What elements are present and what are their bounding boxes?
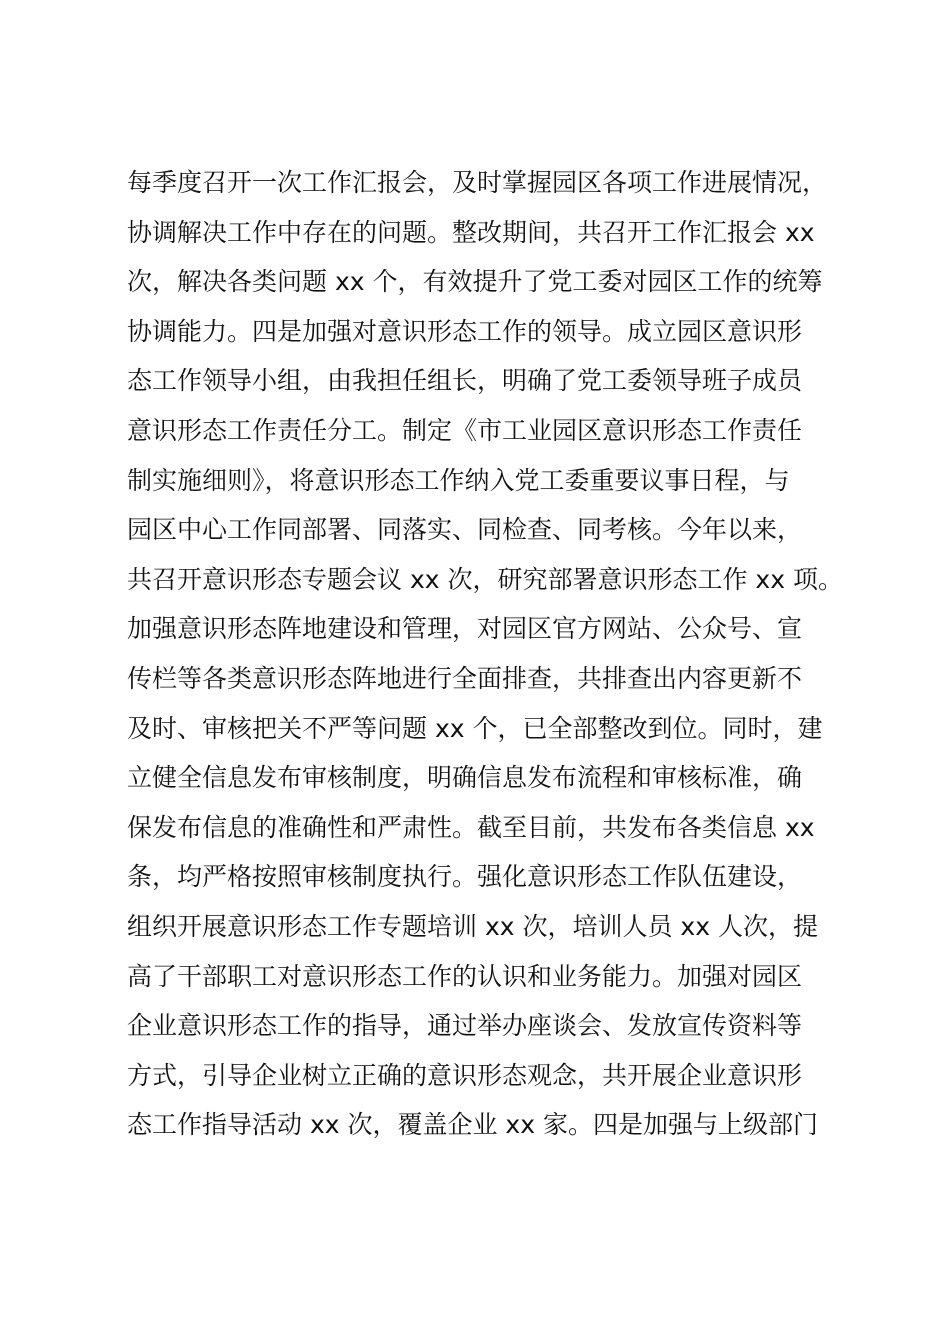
text-line: 态工作指导活动 xx 次，覆盖企业 xx 家。四是加强与上级部门 bbox=[127, 1110, 818, 1140]
text-line: 共召开意识形态专题会议 xx 次，研究部署意识形态工作 xx 项。 bbox=[127, 564, 843, 594]
text-line: 态工作领导小组，由我担任组长，明确了党工委领导班子成员 bbox=[127, 366, 803, 396]
text-line: 立健全信息发布审核制度，明确信息发布流程和审核标准，确 bbox=[127, 763, 803, 793]
text-line: 企业意识形态工作的指导，通过举办座谈会、发放宣传资料等 bbox=[127, 1011, 803, 1041]
text-line: 及时、审核把关不严等问题 xx 个，已全部整改到位。同时，建 bbox=[127, 713, 823, 743]
text-line: 传栏等各类意识形态阵地进行全面排查，共排查出内容更新不 bbox=[127, 663, 803, 693]
text-line: 方式，引导企业树立正确的意识形态观念，共开展企业意识形 bbox=[127, 1060, 803, 1090]
text-line: 加强意识形态阵地建设和管理，对园区官方网站、公众号、宣 bbox=[127, 614, 803, 644]
text-line: 制实施细则》，将意识形态工作纳入党工委重要议事日程，与 bbox=[127, 465, 790, 495]
body-text bbox=[127, 158, 857, 1150]
text-line: 保发布信息的准确性和严肃性。截至目前，共发布各类信息 xx bbox=[127, 812, 815, 842]
text-line: 意识形态工作责任分工。制定《市工业园区意识形态工作责任 bbox=[127, 415, 803, 445]
text-line: 条，均严格按照审核制度执行。强化意识形态工作队伍建设， bbox=[127, 862, 803, 892]
text-line: 次，解决各类问题 xx 个，有效提升了党工委对园区工作的统筹 bbox=[127, 267, 823, 297]
text-line: 高了干部职工对意识形态工作的认识和业务能力。加强对园区 bbox=[127, 961, 803, 991]
text-line: 组织开展意识形态工作专题培训 xx 次，培训人员 xx 人次，提 bbox=[127, 911, 818, 941]
text-line: 园区中心工作同部署、同落实、同检查、同考核。今年以来， bbox=[127, 515, 803, 545]
text-line: 协调能力。四是加强对意识形态工作的领导。成立园区意识形 bbox=[127, 316, 803, 346]
text-line: 每季度召开一次工作汇报会，及时掌握园区各项工作进展情况， bbox=[127, 168, 828, 197]
text-line: 协调解决工作中存在的问题。整改期间，共召开工作汇报会 xx bbox=[127, 217, 815, 247]
